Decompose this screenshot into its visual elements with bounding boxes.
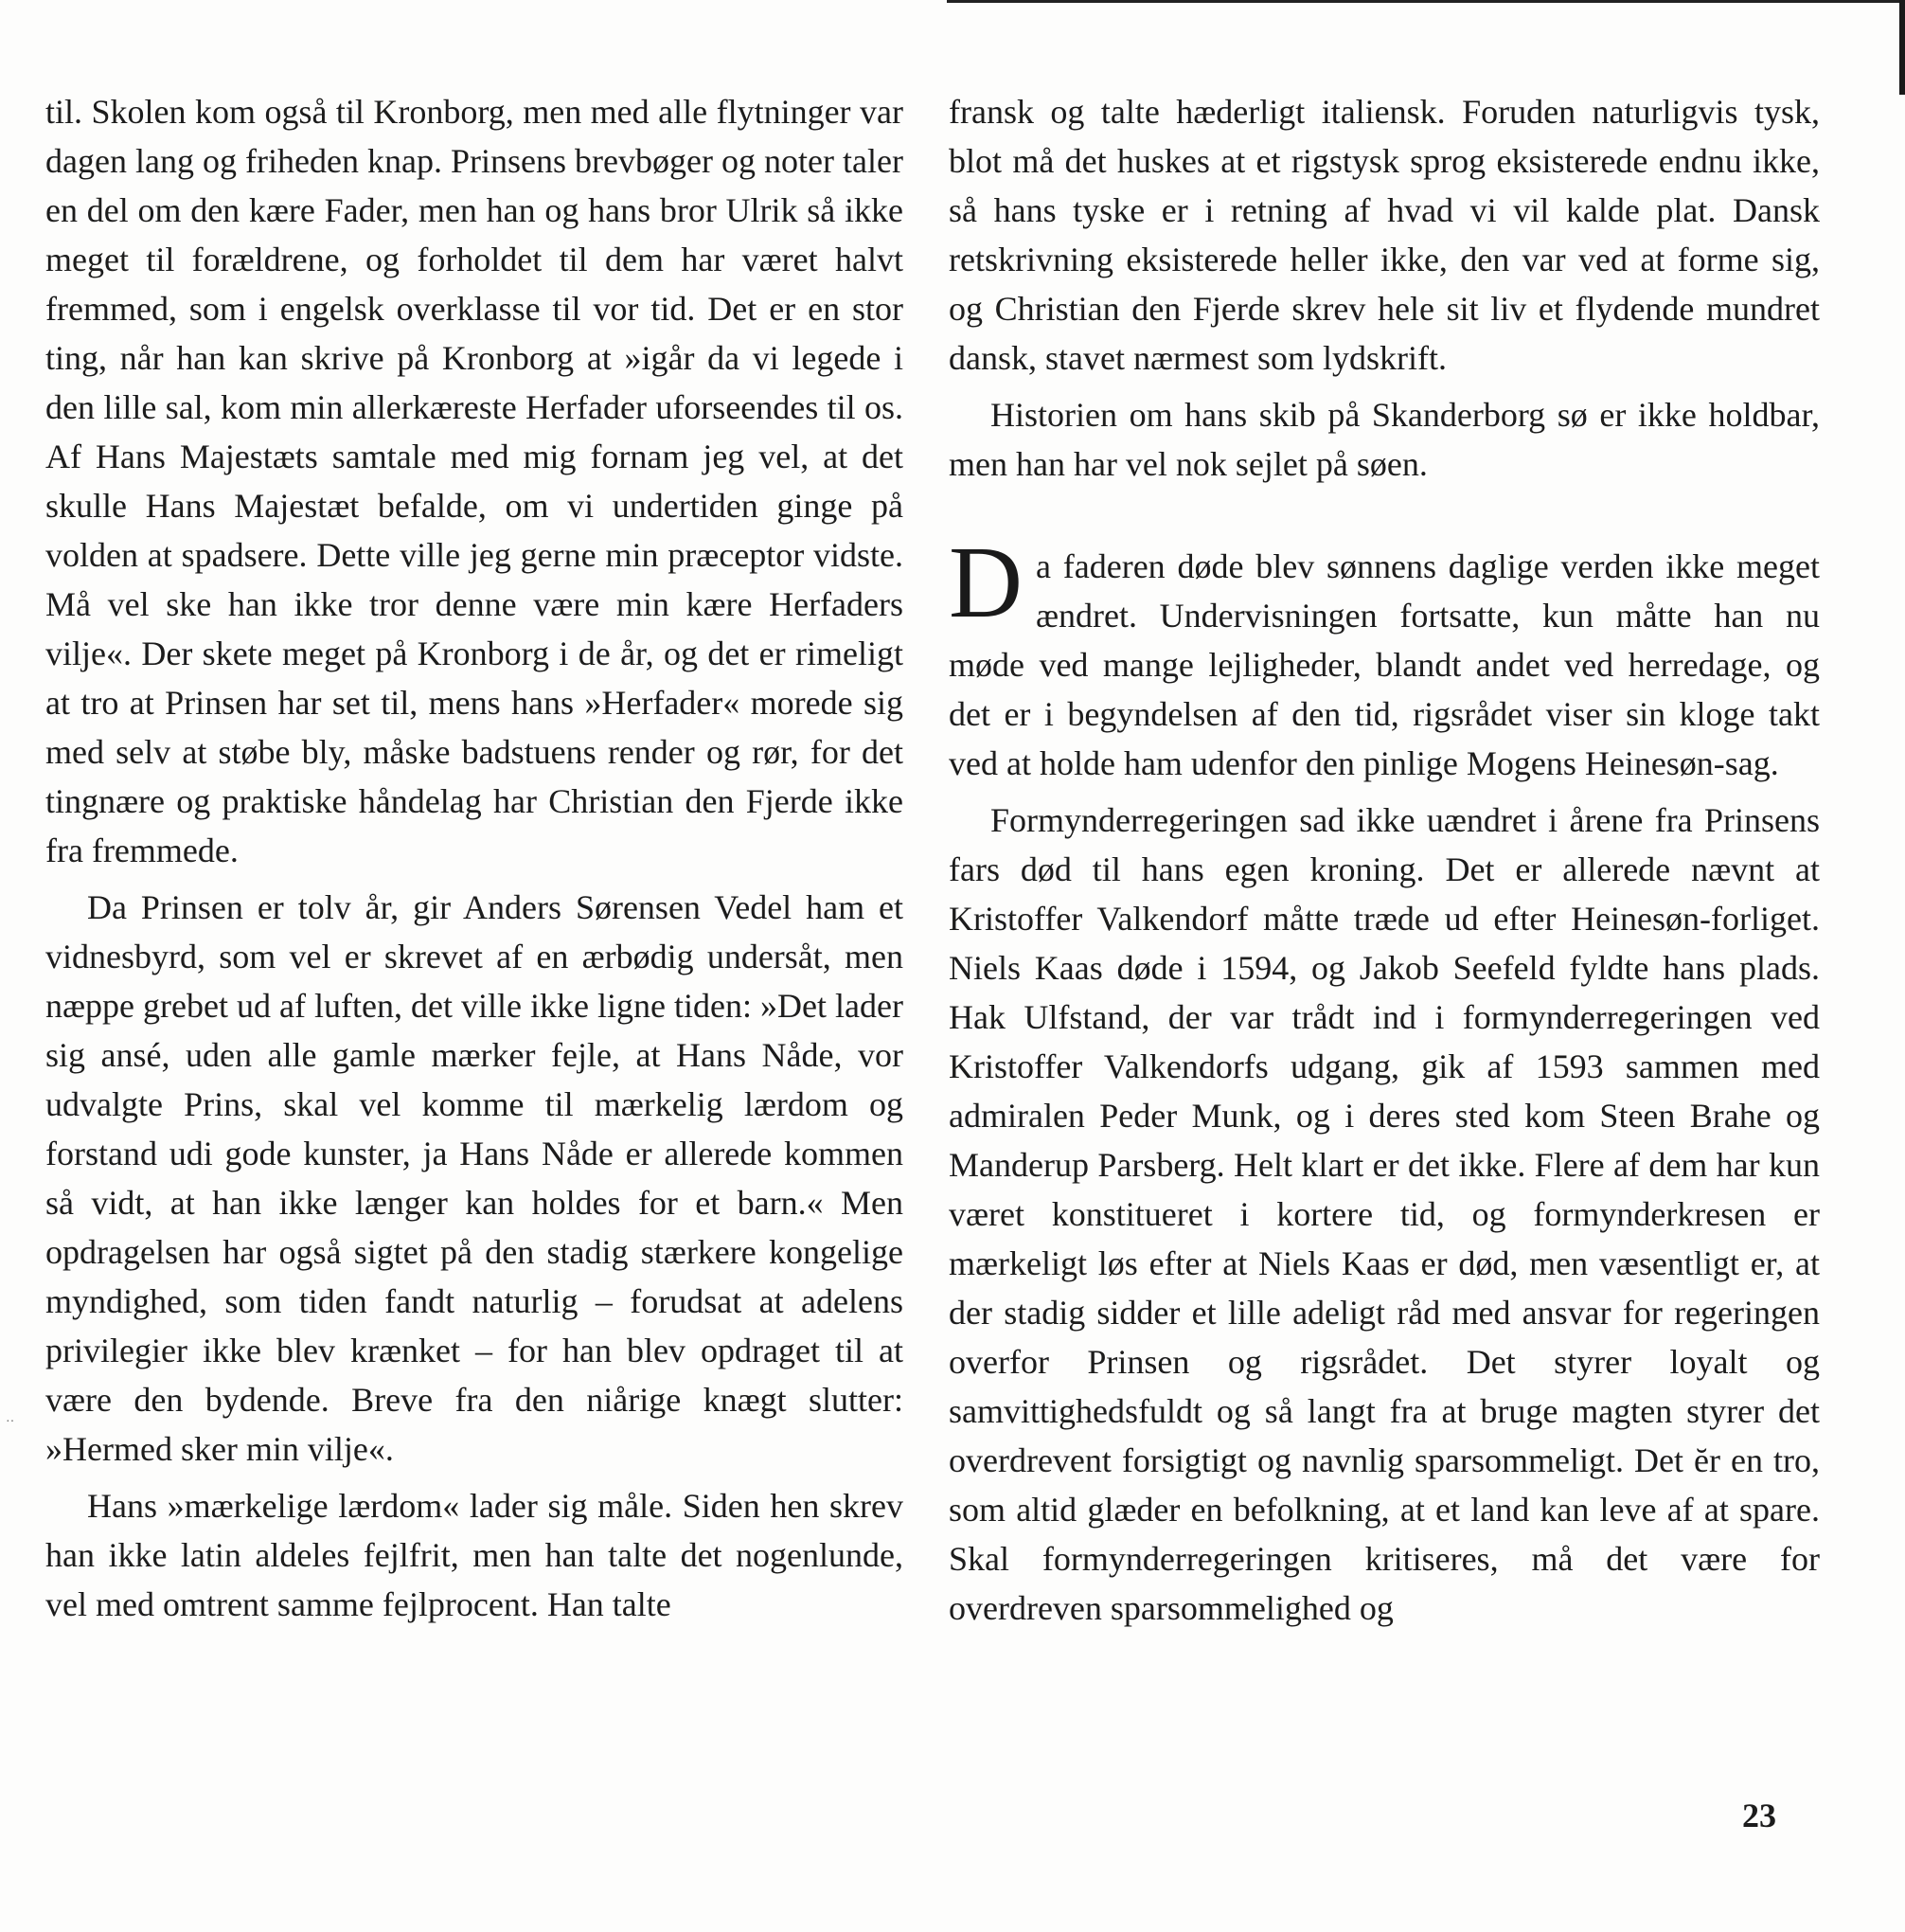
margin-mark: ·· [6,1415,15,1429]
drop-cap: D [949,527,1023,639]
right-text-column [949,87,1820,1633]
left-paragraph-2: Da Prinsen er tolv år, gir Anders Sørensen Vedel ham et vidnesbyrd, som vel er skrevet af en ærbødig undersåt, men næppe grebet ud af luften, det ville ikke ligne tiden: »Det lader sig ansé, uden alle gamle mærker fejle, at Hans Nåde, vor udvalgte Prins, skal vel komme til mærkelig lærdom og forstand udi gode kunster, ja Hans Nåde er allerede kommen så vidt, at han ikke længer kan holdes for et barn.« Men opdragelsen har også sigtet på den stadig stærkere kongelige myndighed, som tiden fandt naturlig – forudsat at adelens privilegier ikke blev krænket – for han blev opdraget til at være den bydende. Breve fra den niårige knægt slutter: »Hermed sker min vilje«. [45,888,903,1468]
right-paragraph-1: fransk og talte hæderligt italiensk. Foruden naturligvis tysk, blot må det huskes at et rigstysk sprog eksisterede endnu ikke, så hans tyske er i retning af hvad vi vil kalde plat. Dansk retskrivning eksisterede heller ikke, den var ved at forme sig, og Christian den Fjerde skrev hele sit liv et flydende mundret dansk, stavet nærmest som lydskrift. [949,93,1820,377]
left-text-column [45,87,903,1629]
top-edge-rule [947,0,1905,3]
right-paragraph-3: a faderen døde blev sønnens daglige verden ikke meget ændret. Undervisningen fortsatte, kun måtte han nu møde ved mange lejligheder, blandt andet ved herredage, og det er i begyndelsen af den tid, rigsrådet viser sin kloge takt ved at holde ham udenfor den pinlige Mogens Heinesøn-sag. [949,547,1820,782]
right-paragraph-2: Historien om hans skib på Skanderborg sø er ikke holdbar, men han har vel nok sejlet på søen. [949,396,1820,483]
section-start [949,527,1820,788]
left-paragraph-1: til. Skolen kom også til Kronborg, men med alle flytninger var dagen lang og friheden knap. Prinsens brevbøger og noter taler en del om den kære Fader, men han og hans bror Ulrik så ikke meget til forældrene, og forholdet til dem har været halvt fremmed, som i engelsk overklasse til vor tid. Det er en stor ting, når han kan skrive på Kronborg at »igår da vi legede i den lille sal, kom min allerkæreste Herfader uforseendes til os. Af Hans Majestæts samtale med mig fornam jeg vel, at det skulle Hans Majestæt befalde, om vi undertiden ginge på volden at spadsere. Dette ville jeg gerne min præceptor vidste. Må vel ske han ikke tror denne være min kære Herfaders vilje«. Der skete meget på Kronborg i de år, og det er rimeligt at tro at Prinsen har set til, mens hans »Herfader« morede sig med selv at støbe bly, måske badstuens render og rør, for det tingnære og praktiske håndelag har Christian den Fjerde ikke fra fremmede. [45,93,903,869]
right-page-edge [1899,0,1905,95]
page-number: 23 [1742,1797,1776,1834]
right-paragraph-4: Formynderregeringen sad ikke uændret i årene fra Prinsens fars død til hans egen kroning. Det er allerede nævnt at Kristoffer Valkendorf måtte træde ud efter Heinesøn-forliget. Niels Kaas døde i 1594, og Jakob Seefeld fyldte hans plads. Hak Ulfstand, der var trådt ind i formynderregeringen ved Kristoffer Valkendorfs udgang, gik af 1593 sammen med admiralen Peder Munk, og i deres sted kom Steen Brahe og Manderup Parsberg. Helt klart er det ikke. Flere af dem har kun været konstitueret i kortere tid, og formynderkresen er mærkeligt løs efter at Niels Kaas er død, men væsentligt er, at der stadig sidder et lille adeligt råd med ansvar for regeringen overfor Prinsen og rigsrådet. Det styrer loyalt og samvittighedsfuldt og så langt fra at bruge magten styrer det overdrevent forsigtigt og navnlig sparsommeligt. Det ĕr en tro, som altid glæder en befolkning, at et land kan leve af at spare. Skal formynderregeringen kritiseres, må det være for overdreven sparsommelighed og [949,801,1820,1627]
left-paragraph-3: Hans »mærkelige lærdom« lader sig måle. Siden hen skrev han ikke latin aldeles fejlfrit, men han talte det nogenlunde, vel med omtrent samme fejlprocent. Han talte [45,1487,903,1623]
